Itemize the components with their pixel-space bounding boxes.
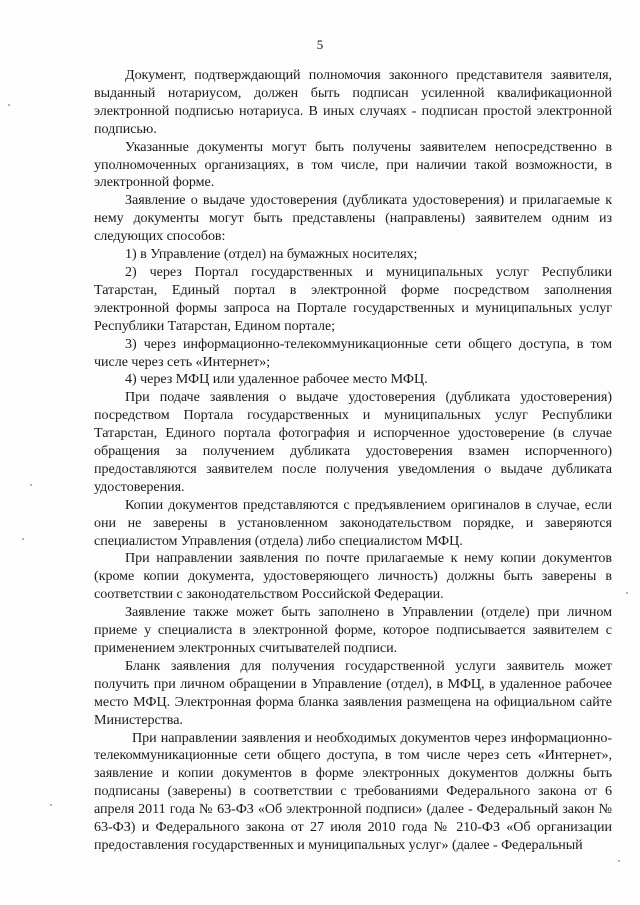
list-item-portal: 2) через Портал государственных и муниципальных услуг Республики Татарстан, Единый портал в электронной форме посредством заполнения электронной формы запроса на Портале государственных и муниципальных услуг Республики Татарстан, Едином портале; bbox=[94, 263, 612, 334]
page-number: 5 bbox=[316, 37, 324, 52]
paragraph-in-person-electronic: Заявление также может быть заполнено в Управлении (отделе) при личном приеме у специалиста в электронной форме, которое подписывается заявителем с применением электронных считывателей подписи. bbox=[94, 604, 612, 656]
scan-speck bbox=[50, 804, 52, 806]
list-item-paper: 1) в Управление (отдел) на бумажных носителях; bbox=[125, 246, 418, 263]
paragraph-electronic-signature: При направлении заявления и необходимых документов через информационно-телекоммуникационные сети общего доступа, в том числе через сеть «Интернет», заявление и копии документов в форме электронных документов должны быть подписаны (заверены) в соответствии с требованиями Федерального закона от 6 апреля 2011 года № 63-ФЗ «Об электронной подписи» (далее - Федеральный закон № 63-ФЗ) и Федерального закона от 27 июля 2010 года № 210-ФЗ «Об организации предоставления государственных и муниципальных услуг» (далее - Федеральный bbox=[94, 729, 612, 853]
paragraph-portal-submission: При подаче заявления о выдаче удостоверения (дубликата удостоверения) посредством Портала государственных и муниципальных услуг Республики Татарстан, Единого портала фотография и испорченное удостоверение (в случае обращения за получением дубликата удостоверения взамен испорченного) предоставляются заявителем после получения уведомления о выдаче дубликата удостоверения. bbox=[94, 389, 612, 495]
list-item-internet: 3) через информационно-телекоммуникационные сети общего доступа, в том числе через сеть «Интернет»; bbox=[94, 335, 612, 370]
paragraph-documents-obtained: Указанные документы могут быть получены заявителем непосредственно в уполномоченных организациях, в том числе, при наличии такой возможности, в электронной форме. bbox=[94, 138, 612, 191]
paragraph-submission-methods: Заявление о выдаче удостоверения (дубликата удостоверения) и прилагаемые к нему документы могут быть представлены (направлены) заявителем одним из следующих способов: bbox=[94, 192, 612, 245]
scan-speck bbox=[22, 538, 24, 540]
paragraph-mail-copies: При направлении заявления по почте прилагаемые к нему копии документов (кроме копии документа, удостоверяющего личность) должны быть заверены в соответствии с законодательством Российской Федерации. bbox=[94, 550, 612, 603]
scan-speck bbox=[8, 104, 10, 106]
scan-speck bbox=[626, 592, 628, 594]
paragraph-application-form: Бланк заявления для получения государственной услуги заявитель может получить при личном обращении в Управление (отдел), в МФЦ, в удаленное рабочее место МФЦ. Электронная форма бланка заявления размещена на официальном сайте Министерства. bbox=[94, 657, 612, 728]
paragraph-representative-document: Документ, подтверждающий полномочия законного представителя заявителя, выданный нотариусом, должен быть подписан усиленной квалификационной электронной подписью нотариуса. В иных случаях - подписан простой электронной подписью. bbox=[94, 67, 612, 137]
scan-speck bbox=[618, 860, 620, 862]
list-item-mfc: 4) через МФЦ или удаленное рабочее место МФЦ. bbox=[125, 371, 428, 388]
document-body bbox=[94, 67, 612, 855]
scan-speck bbox=[30, 484, 32, 486]
paragraph-copies-originals: Копии документов представляются с предъявлением оригиналов в случае, если они не заверены в установленном законодательством порядке, и заверяются специалистом Управления (отдела) либо специалистом МФЦ. bbox=[94, 496, 612, 549]
